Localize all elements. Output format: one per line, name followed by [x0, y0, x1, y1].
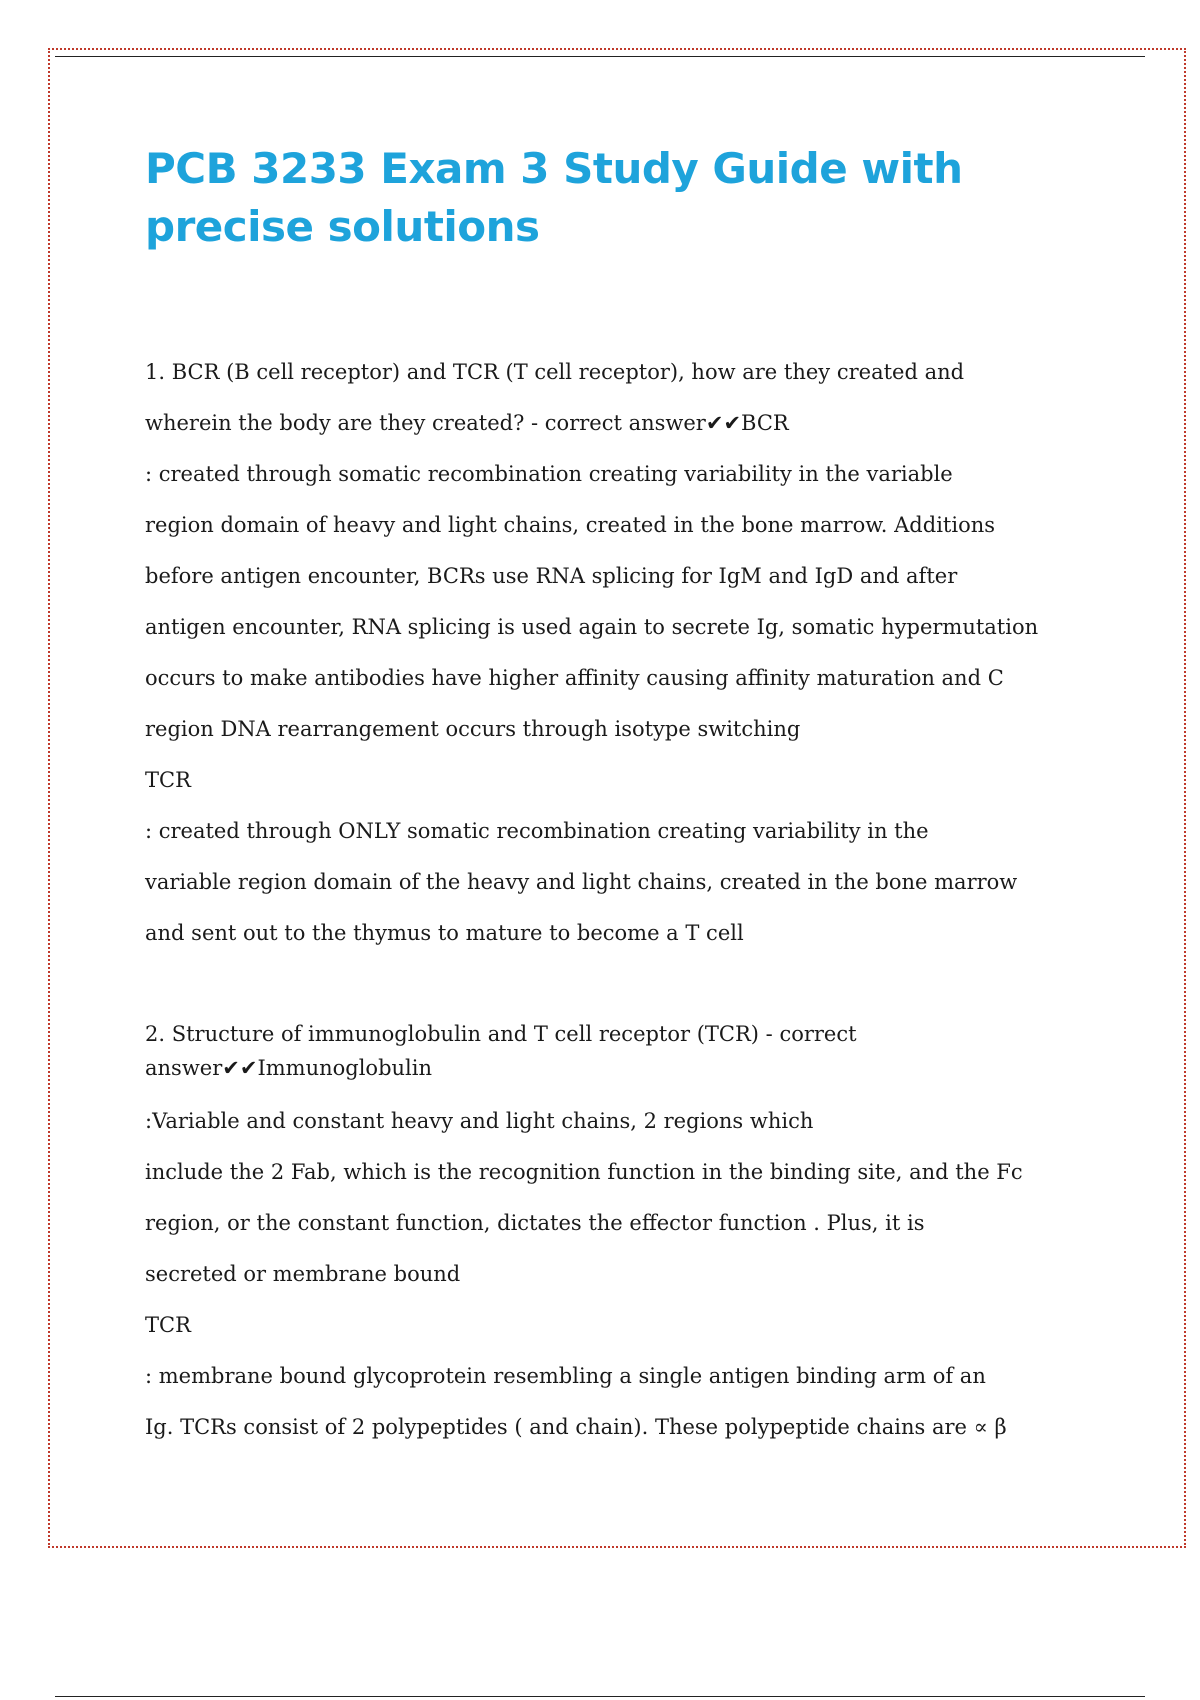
q2-line: region, or the constant function, dictates the effector function . Plus, it is	[145, 1211, 925, 1235]
bottom-rule	[55, 1696, 1145, 1697]
q1-line: 1. BCR (B cell receptor) and TCR (T cell receptor), how are they created and	[145, 360, 965, 384]
q2-line: Ig. TCRs consist of 2 polypeptides ( and chain). These polypeptide chains are ∝ β	[145, 1415, 1007, 1439]
title-line-2: precise solutions	[145, 202, 540, 251]
q2-line: 2. Structure of immunoglobulin and T cell receptor (TCR) - correct	[145, 1022, 857, 1046]
top-rule	[55, 56, 1145, 57]
q2-line: :Variable and constant heavy and light chains, 2 regions which	[145, 1109, 814, 1133]
q2-tcr-heading: TCR	[145, 1313, 191, 1337]
page-border	[48, 48, 1186, 1548]
document-title	[145, 140, 1045, 256]
q2-line: include the 2 Fab, which is the recognition function in the binding site, and the Fc	[145, 1160, 1023, 1184]
title-line-1: PCB 3233 Exam 3 Study Guide with	[145, 144, 963, 193]
q1-line: region DNA rearrangement occurs through isotype switching	[145, 717, 801, 741]
q1-line: before antigen encounter, BCRs use RNA splicing for IgM and IgD and after	[145, 564, 958, 588]
q1-line: wherein the body are they created? - correct answer✔✔BCR	[145, 411, 789, 435]
q2-line: : membrane bound glycoprotein resembling a single antigen binding arm of an	[145, 1364, 986, 1388]
q1-line: region domain of heavy and light chains, created in the bone marrow. Additions	[145, 513, 996, 537]
q2-line: answer✔✔Immunoglobulin	[145, 1056, 432, 1080]
q1-line: : created through somatic recombination creating variability in the variable	[145, 462, 953, 486]
q1-tcr-heading: TCR	[145, 768, 191, 792]
q1-line: antigen encounter, RNA splicing is used again to secrete Ig, somatic hypermutation	[145, 615, 1039, 639]
q2-line: secreted or membrane bound	[145, 1262, 461, 1286]
q1-line: : created through ONLY somatic recombination creating variability in the	[145, 819, 929, 843]
q1-line: variable region domain of the heavy and light chains, created in the bone marrow	[145, 870, 1018, 894]
q1-line: and sent out to the thymus to mature to become a T cell	[145, 921, 744, 945]
q1-line: occurs to make antibodies have higher affinity causing affinity maturation and C	[145, 666, 1004, 690]
